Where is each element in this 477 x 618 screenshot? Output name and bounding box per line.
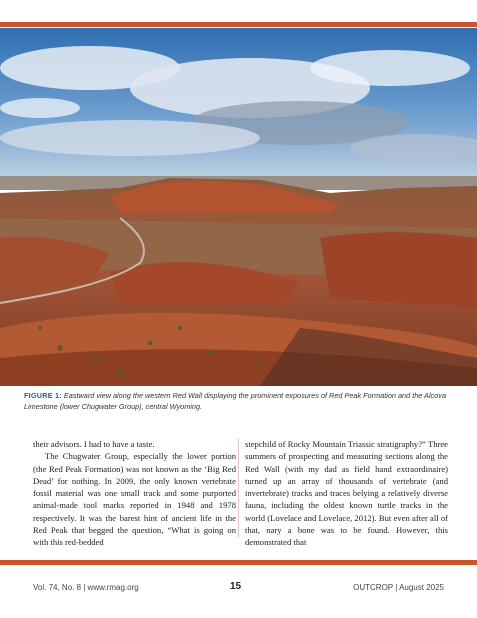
paragraph: stepchild of Rocky Mountain Triassic stratigraphy?” Three summers of prospecting and measuring sections along the Red Wall (with my dad as field hand extraordinaire) turned up an array of thousands of vertebrate (and invertebrate) tracks and traces belying a relatively diverse fauna, including the oldest known turtle tracks in the world (Lovelace and Lovelace, 2012). But even after all of that, nary a bone was to be found. However, this demonstrated that: [245, 439, 448, 548]
figure-caption-text: Eastward view along the western Red Wall displaying the prominent exposures of Red Peak Formation and the Alcova Limestone (lower Chugwater Group), central Wyoming.: [24, 391, 446, 411]
paragraph: their advisors. I had to have a taste.: [33, 439, 155, 449]
bottom-accent-rule: [0, 560, 477, 565]
left-column: [33, 438, 236, 549]
paragraph: The Chugwater Group, especially the lower portion (the Red Peak Formation) was not known as the ‘Big Red Dead’ for nothing. In 2009, the only known vertebrate fossil material was one small track and some purported animal-made tool marks reported in 1948 and 1978 respectively. It was the barest hint of ancient life in the Red Peak that begged the question, “What is going on with this red-bedded: [33, 451, 236, 548]
figure-label: FIGURE 1:: [24, 391, 62, 400]
footer-volume: Vol. 74, No. 8 | www.rmag.org: [33, 583, 139, 592]
figure-caption: [24, 391, 454, 412]
footer-publication: OUTCROP | August 2025: [353, 583, 444, 592]
top-accent-rule: [0, 22, 477, 27]
figure-photo: [0, 28, 477, 386]
column-divider: [238, 438, 239, 538]
right-column: [245, 438, 448, 549]
page-number: 15: [230, 581, 242, 592]
